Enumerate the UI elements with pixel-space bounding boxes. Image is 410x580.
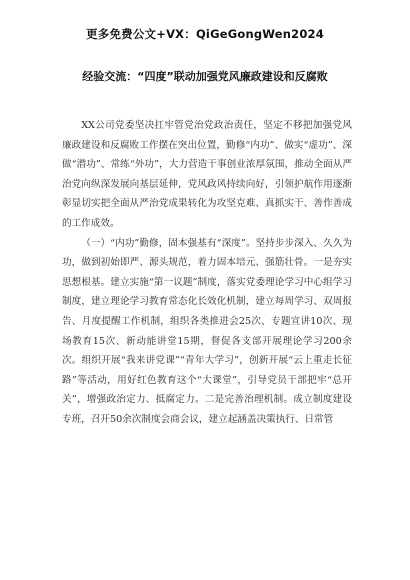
document-body: [62, 116, 352, 430]
document-title: 经验交流：“四度”联动加强党风廉政建设和反腐败: [82, 70, 328, 83]
body-paragraph: （一）“内功”勤修，固本强基有“深度”。坚持步步深入、久久为功，做到初始即严、源头规范，着力固本培元、强筋壮骨。一是夯实思想根基。建立实施“第一议题”制度，落实党委理论学习中心组学习制度，建立理论学习教育常态化长效化机制，建立每周学习、双周报告、月度提醒工作机制，组织各类推进会25次、专题宣讲10次、现场教育15次、新动能讲堂15期，督促各支部开展理论学习200余次。组织开展“我来讲党课”“青年大学习”，创新开展“云上重走长征路”等活动，用好红色教育这个“大课堂”，引导党员干部把牢“总开关”，增强政治定力、抵腐定力。二是完善治理机制。成立制度建设专班，召开50余次制度会商会议，建立起涵盖决策执行、日常管: [62, 237, 352, 425]
body-paragraph: XX公司党委坚决扛牢管党治党政治责任，坚定不移把加强党风廉政建设和反腐败工作摆在突出位置，勤修“内功”、做实“虚功”、深做“潜功”、常练“外功”，大力营造干事创业浓厚氛围，推动全面从严治党向纵深发展向基层延伸，党风政风持续向好，引领护航作用逐渐彰显切实把全面从严治党成果转化为攻坚克难、真抓实干、善作善成的工作成效。: [62, 120, 352, 229]
watermark-header: 更多免费公文+VX：QiGeGongWen2024: [86, 27, 324, 41]
